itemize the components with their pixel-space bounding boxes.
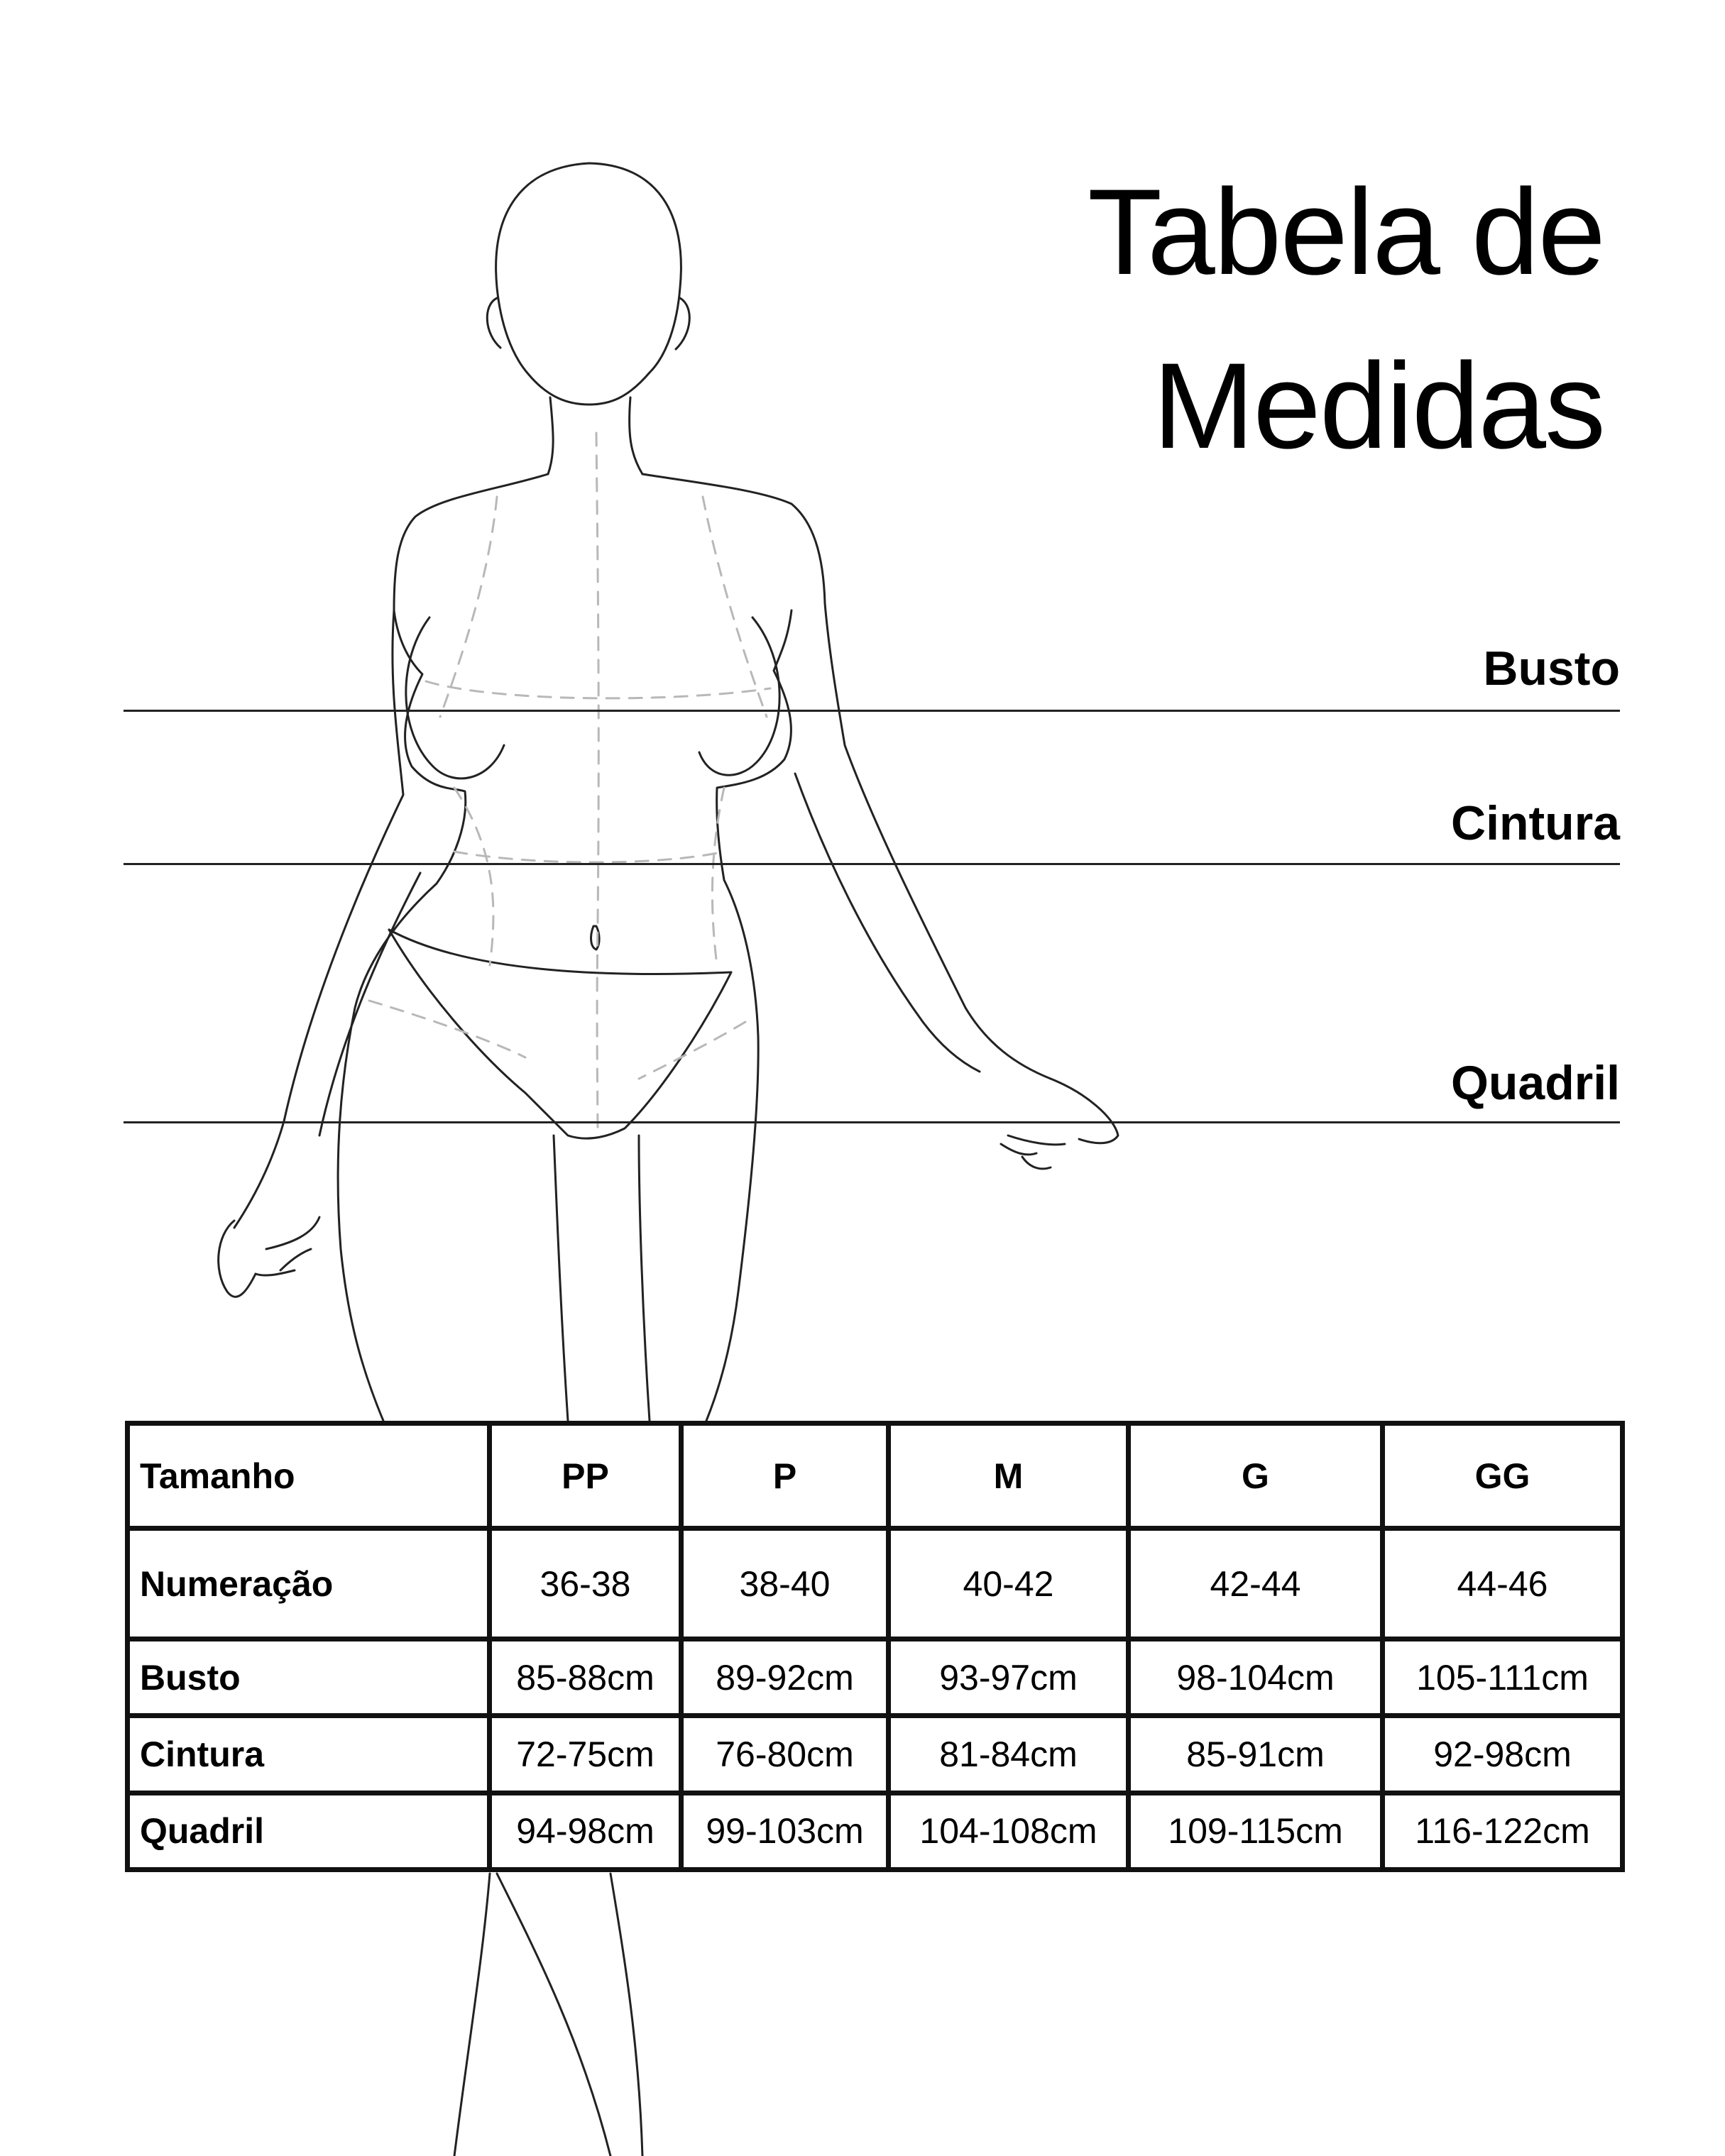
- table-cell: 72-75cm: [490, 1716, 681, 1793]
- header-cell: GG: [1383, 1424, 1623, 1529]
- table-row: [128, 1793, 1623, 1869]
- size-table: [125, 1421, 1625, 1872]
- bust-label: Busto: [1483, 642, 1620, 695]
- table-cell: 93-97cm: [889, 1639, 1129, 1715]
- title-line-2: Medidas: [1152, 338, 1604, 474]
- title-line-1: Tabela de: [1088, 164, 1604, 300]
- head-outline: [496, 163, 681, 405]
- header-cell: G: [1129, 1424, 1383, 1529]
- table-cell: 38-40: [681, 1529, 889, 1639]
- table-row: [128, 1639, 1623, 1715]
- table-cell: 42-44: [1129, 1529, 1383, 1639]
- table-cell: 44-46: [1383, 1529, 1623, 1639]
- header-cell: PP: [490, 1424, 681, 1529]
- table-cell: 116-122cm: [1383, 1793, 1623, 1869]
- table-cell: 105-111cm: [1383, 1639, 1623, 1715]
- table-cell: 94-98cm: [490, 1793, 681, 1869]
- bust-line: [124, 710, 1620, 712]
- header-cell: Tamanho: [128, 1424, 490, 1529]
- page-title: [1088, 145, 1604, 493]
- table-cell: 104-108cm: [889, 1793, 1129, 1869]
- row-label: Numeração: [128, 1529, 490, 1639]
- table-cell: 40-42: [889, 1529, 1129, 1639]
- table-cell: 89-92cm: [681, 1639, 889, 1715]
- table-header-row: [128, 1424, 1623, 1529]
- table-row: [128, 1716, 1623, 1793]
- table-cell: 85-91cm: [1129, 1716, 1383, 1793]
- row-label: Quadril: [128, 1793, 490, 1869]
- row-label: Cintura: [128, 1716, 490, 1793]
- table-row: [128, 1529, 1623, 1639]
- hip-line: [124, 1121, 1620, 1123]
- table-cell: 99-103cm: [681, 1793, 889, 1869]
- header-cell: M: [889, 1424, 1129, 1529]
- table-cell: 98-104cm: [1129, 1639, 1383, 1715]
- waist-label: Cintura: [1451, 796, 1620, 850]
- table-cell: 36-38: [490, 1529, 681, 1639]
- table-cell: 109-115cm: [1129, 1793, 1383, 1869]
- table-cell: 92-98cm: [1383, 1716, 1623, 1793]
- table-cell: 85-88cm: [490, 1639, 681, 1715]
- header-cell: P: [681, 1424, 889, 1529]
- row-label: Busto: [128, 1639, 490, 1715]
- waist-line: [124, 863, 1620, 865]
- hip-label: Quadril: [1450, 1056, 1620, 1110]
- table-cell: 81-84cm: [889, 1716, 1129, 1793]
- table-cell: 76-80cm: [681, 1716, 889, 1793]
